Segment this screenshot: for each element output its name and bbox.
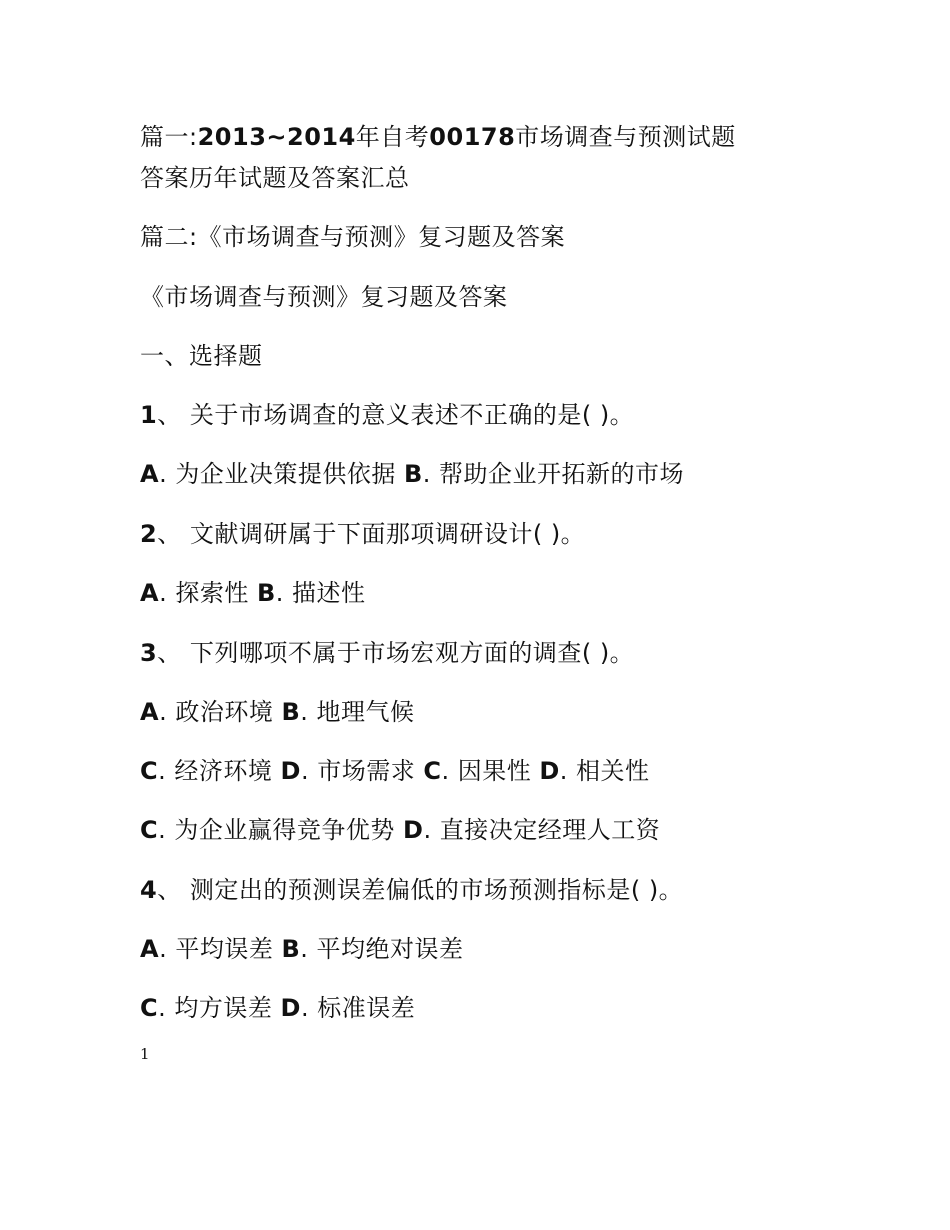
page-number: 1 — [140, 1045, 150, 1063]
question-text: 、 测定出的预测误差偏低的市场预测指标是( )。 — [157, 876, 684, 904]
option-text: . 为企业赢得竞争优势 — [158, 816, 404, 844]
title-mid: 年自考 — [355, 123, 430, 151]
option-text: . 均方误差 — [158, 994, 281, 1022]
option-label: D — [280, 757, 301, 785]
option-label: D — [403, 816, 424, 844]
question-number: 2 — [140, 520, 158, 548]
question-text: 、 文献调研属于下面那项调研设计( )。 — [157, 520, 586, 548]
title-line-2: 答案历年试题及答案汇总 — [140, 164, 410, 192]
option-text: . 探索性 — [159, 579, 257, 607]
question-text: 、 下列哪项不属于市场宏观方面的调查( )。 — [157, 639, 635, 667]
title-course-code: 00178 — [429, 123, 516, 151]
question-2 — [140, 513, 585, 555]
option-label: B — [256, 579, 276, 607]
option-text: . 相关性 — [559, 757, 650, 785]
option-label: A — [140, 579, 160, 607]
option-label: A — [140, 460, 160, 488]
option-text: . 平均误差 — [159, 935, 282, 963]
option-label: A — [140, 935, 160, 963]
question-1-options-cd — [140, 809, 660, 851]
question-1 — [140, 394, 634, 436]
question-number: 4 — [140, 876, 158, 904]
doc-heading: 《市场调查与预测》复习题及答案 — [140, 283, 508, 311]
option-label: B — [281, 698, 301, 726]
question-3-options-ab — [140, 691, 415, 733]
question-number: 1 — [140, 401, 158, 429]
option-text: . 描述性 — [275, 579, 366, 607]
option-label: D — [539, 757, 560, 785]
title-years: 2013~2014 — [197, 123, 356, 151]
question-text: 、 关于市场调查的意义表述不正确的是( )。 — [157, 401, 635, 429]
option-label: A — [140, 698, 160, 726]
option-text: . 为企业决策提供依据 — [159, 460, 404, 488]
title-prefix: 篇一: — [140, 123, 198, 151]
question-4-options-cd — [140, 987, 415, 1029]
option-text: . 直接决定经理人工资 — [423, 816, 661, 844]
option-label: B — [281, 935, 301, 963]
option-text: . 标准误差 — [300, 994, 416, 1022]
title-line-1 — [140, 116, 736, 158]
option-label: C — [140, 757, 159, 785]
option-label: B — [403, 460, 423, 488]
option-label: C — [140, 994, 159, 1022]
option-text: . 地理气候 — [300, 698, 415, 726]
option-text: . 因果性 — [441, 757, 540, 785]
question-2-options-ab — [140, 572, 366, 614]
option-text: . 政治环境 — [159, 698, 282, 726]
section-heading: 一、选择题 — [140, 342, 263, 370]
question-1-options-ab — [140, 453, 684, 495]
option-label: D — [280, 994, 301, 1022]
question-4-options-ab — [140, 928, 464, 970]
question-number: 3 — [140, 639, 158, 667]
question-4 — [140, 869, 683, 911]
part2-heading: 篇二:《市场调查与预测》复习题及答案 — [140, 223, 566, 251]
option-text: . 经济环境 — [158, 757, 281, 785]
option-text: . 平均绝对误差 — [300, 935, 464, 963]
mixed-options-cd — [140, 750, 650, 792]
question-3 — [140, 632, 634, 674]
option-text: . 市场需求 — [300, 757, 424, 785]
option-text: . 帮助企业开拓新的市场 — [422, 460, 685, 488]
title-suffix: 市场调查与预测试题 — [515, 123, 736, 151]
option-label: C — [140, 816, 159, 844]
option-label: C — [423, 757, 442, 785]
